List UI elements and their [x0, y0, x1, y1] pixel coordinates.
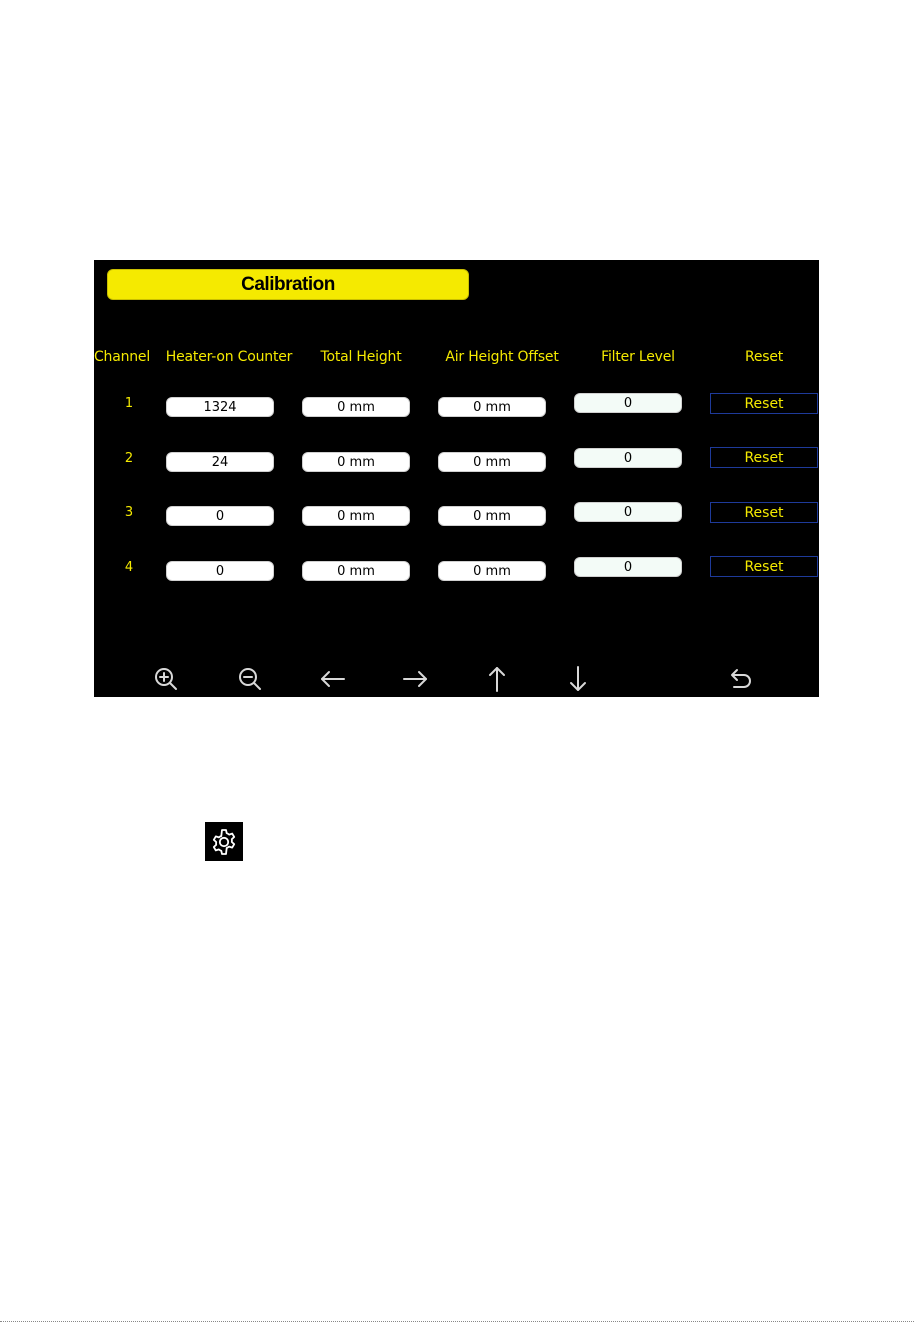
heater-on-counter-field[interactable]: 0 [166, 506, 274, 526]
column-header-reset: Reset [744, 349, 784, 365]
zoom-in-icon[interactable] [153, 666, 179, 692]
column-header-air-height-offset: Air Height Offset [445, 349, 559, 365]
column-header-heater-on-counter: Heater-on Counter [165, 349, 293, 365]
arrow-up-icon[interactable] [484, 666, 510, 692]
heater-on-counter-field[interactable]: 1324 [166, 397, 274, 417]
heater-on-counter-field[interactable]: 24 [166, 452, 274, 472]
arrow-right-icon[interactable] [402, 666, 428, 692]
total-height-field[interactable]: 0 mm [302, 452, 410, 472]
air-height-offset-field[interactable]: 0 mm [438, 452, 546, 472]
channel-number: 1 [124, 396, 134, 411]
page-title: Calibration [107, 269, 469, 300]
arrow-down-icon[interactable] [565, 666, 591, 692]
channel-number: 4 [124, 560, 134, 575]
page-edge-divider [0, 1321, 914, 1322]
column-header-filter-level: Filter Level [601, 349, 675, 365]
column-header-total-height: Total Height [320, 349, 402, 365]
zoom-out-icon[interactable] [237, 666, 263, 692]
calibration-screen [94, 260, 819, 697]
filter-level-field[interactable]: 0 [574, 502, 682, 522]
air-height-offset-field[interactable]: 0 mm [438, 506, 546, 526]
column-header-channel: Channel [94, 349, 151, 365]
reset-button-channel-2[interactable]: Reset [710, 447, 818, 468]
air-height-offset-field[interactable]: 0 mm [438, 561, 546, 581]
air-height-offset-field[interactable]: 0 mm [438, 397, 546, 417]
reset-button-channel-1[interactable]: Reset [710, 393, 818, 414]
filter-level-field[interactable]: 0 [574, 557, 682, 577]
back-icon[interactable] [727, 666, 753, 692]
total-height-field[interactable]: 0 mm [302, 561, 410, 581]
channel-number: 3 [124, 505, 134, 520]
filter-level-field[interactable]: 0 [574, 448, 682, 468]
total-height-field[interactable]: 0 mm [302, 506, 410, 526]
reset-button-channel-3[interactable]: Reset [710, 502, 818, 523]
channel-number: 2 [124, 451, 134, 466]
total-height-field[interactable]: 0 mm [302, 397, 410, 417]
filter-level-field[interactable]: 0 [574, 393, 682, 413]
gear-icon [205, 822, 243, 861]
arrow-left-icon[interactable] [320, 666, 346, 692]
heater-on-counter-field[interactable]: 0 [166, 561, 274, 581]
reset-button-channel-4[interactable]: Reset [710, 556, 818, 577]
